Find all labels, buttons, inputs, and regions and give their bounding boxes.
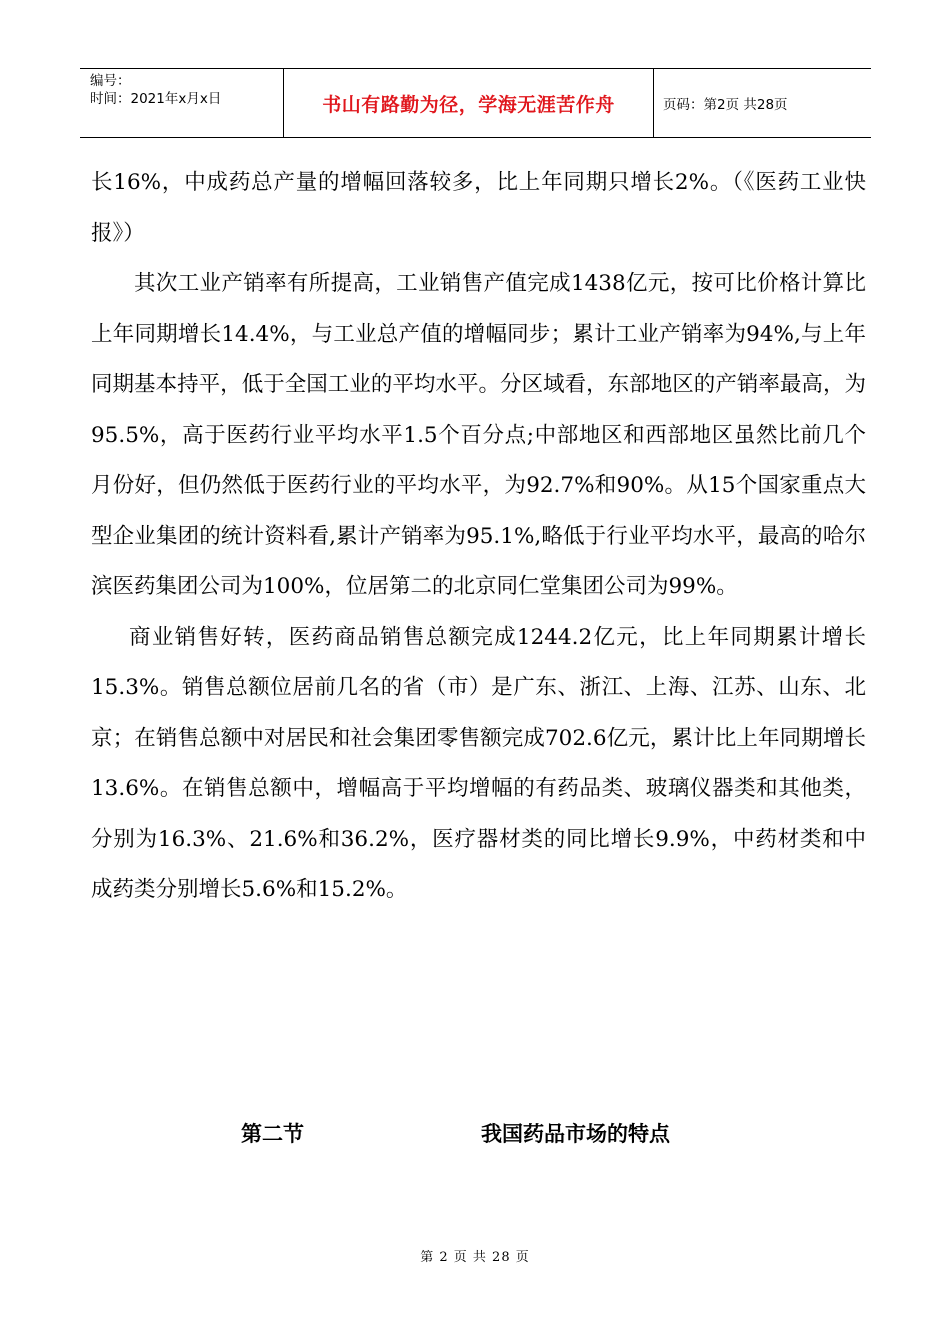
section-heading <box>0 1110 950 1150</box>
document-time-label: 时间：2021年x月x日 <box>90 91 222 107</box>
page-footer: 第 2 页 共 28 页 <box>420 1250 530 1265</box>
document-body <box>91 158 866 916</box>
header-motto: 书山有路勤为径，学海无涯苦作舟 <box>283 69 654 137</box>
header-page-info: 页码：第2页 共28页 <box>663 97 788 113</box>
section-title: 我国药品市场的特点 <box>481 1122 670 1146</box>
page-header <box>80 68 871 138</box>
header-meta <box>80 69 283 137</box>
paragraph-industrial-sales: 其次工业产销率有所提高，工业销售产值完成1438亿元，按可比价格计算比上年同期增长14.4%，与工业总产值的增幅同步；累计工业产销率为94%,与上年同期基本持平，低于全国工业的平均水平。分区域看，东部地区的产销率最高，为95.5%，高于医药行业平均水平1.5个百分点;中部地区和西部地区虽然比前几个月份好，但仍然低于医药行业的平均水平，为92.7%和90%。从15个国家重点大型企业集团的统计资料看,累计产销率为95.1%,略低于行业平均水平，最高的哈尔滨医药集团公司为100%，位居第二的北京同仁堂集团公司为99%。 <box>91 271 866 599</box>
section-number: 第二节 <box>241 1122 304 1146</box>
document-number-label: 编号： <box>90 73 131 89</box>
paragraph-continuation: 长16%，中成药总产量的增幅回落较多，比上年同期只增长2%。（《医药工业快报》） <box>91 170 866 246</box>
paragraph-commercial-sales: 商业销售好转，医药商品销售总额完成1244.2亿元，比上年同期累计增长15.3%。销售总额位居前几名的省（市）是广东、浙江、上海、江苏、山东、北京；在销售总额中对居民和社会集团零售额完成702.6亿元，累计比上年同期增长13.6%。在销售总额中，增幅高于平均增幅的有药品类、玻璃仪器类和其他类，分别为16.3%、21.6%和36.2%，医疗器材类的同比增长9.9%，中药材类和中成药类分别增长5.6%和15.2%。 <box>91 624 866 902</box>
